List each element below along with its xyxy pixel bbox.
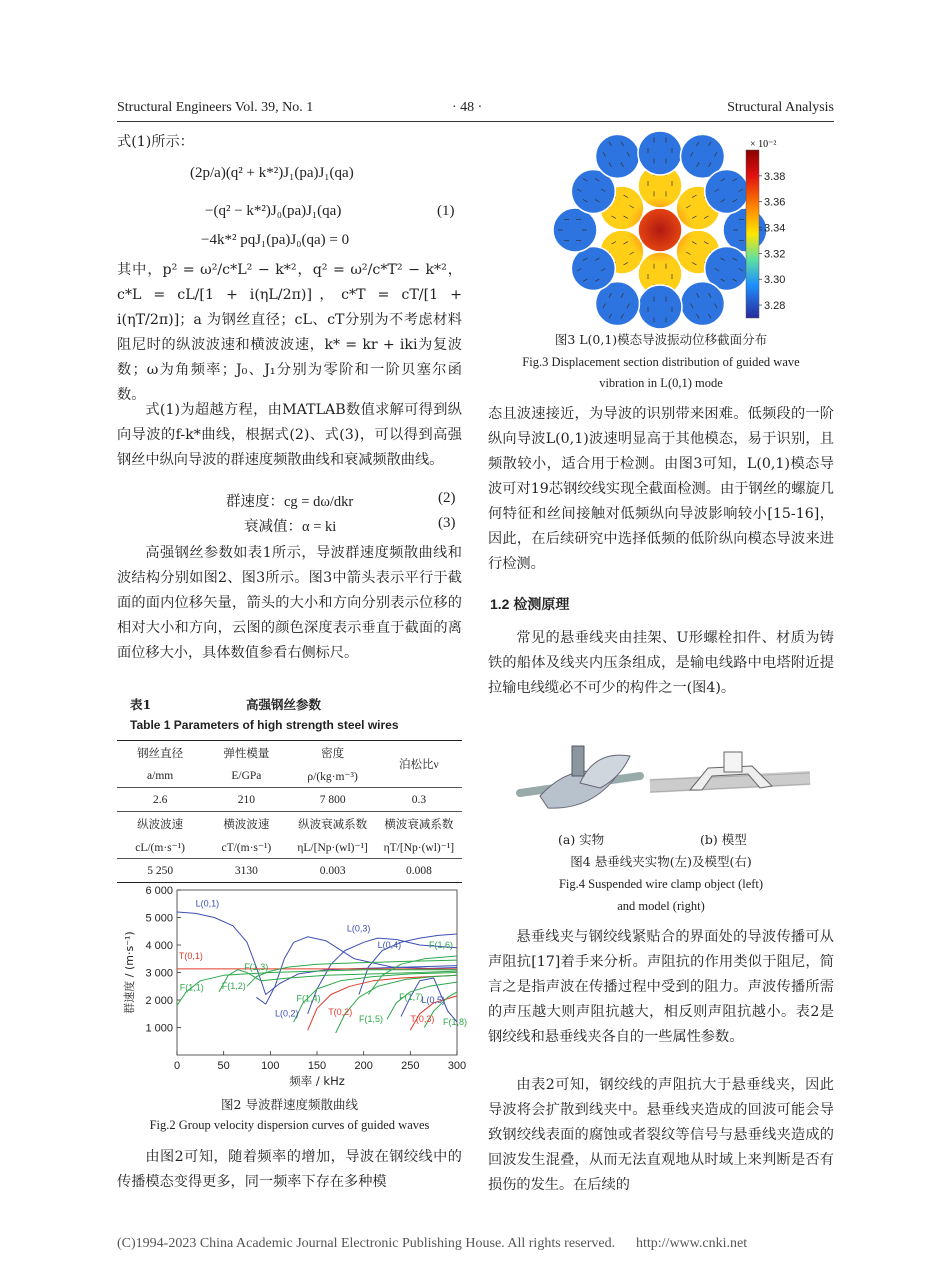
table-row — [117, 741, 462, 765]
table-row — [117, 835, 462, 859]
table-header: 钢丝直径 — [117, 741, 203, 765]
paragraph-clamp: 常见的悬垂线夹由挂架、U形螺栓扣件、材质为铸铁的船体及线夹内压条组成，是输电线路中电塔附近提拉输电线缆必不可少的构件之一(图4)。 — [488, 630, 834, 696]
series-label: T(0,2) — [328, 1007, 353, 1018]
colorbar-ticks — [759, 171, 785, 312]
table-header-unit: cL/(m·s⁻¹) — [135, 841, 185, 854]
clamp-model-image — [650, 752, 810, 792]
steel-wire — [553, 208, 597, 252]
table-1-label: 表1 — [130, 697, 152, 712]
table-1-title: 高强钢丝参数 — [246, 697, 322, 712]
colorbar-exponent: × 10⁻² — [750, 139, 777, 150]
equation-1-line-1: (2p/a)(q² + k*²)J₁(pa)J₁(qa) — [190, 165, 354, 181]
table-header: 泊松比ν — [376, 741, 462, 788]
series-label: L(0,1) — [195, 898, 220, 909]
table-header-unit: ρ/(kg·m⁻³) — [307, 770, 358, 783]
footer-copyright: (C)1994-2023 China Academic Journal Electronic Publishing House. All rights reserved. — [117, 1236, 616, 1251]
steel-wire — [681, 282, 725, 326]
x-tick-label: 100 — [261, 1060, 280, 1072]
equation-1-line-3: −4k*² pqJ₁(pa)J₀(qa) = 0 — [201, 232, 350, 248]
steel-wire — [571, 247, 615, 291]
x-tick-label: 150 — [307, 1060, 327, 1072]
series-label: F(1,5) — [359, 1014, 384, 1024]
group-velocity-chart — [117, 880, 468, 1090]
table-header-unit: ηT/[Np·(wl)⁻¹] — [383, 841, 455, 854]
table-header: 纵波衰减系数 — [290, 812, 376, 836]
fig-2-caption: 图2 导波群速度频散曲线 — [221, 1097, 358, 1112]
colorbar-tick-label: 3.32 — [764, 248, 786, 261]
section-heading: 1.2 检测原理 — [490, 596, 570, 612]
series-label: F(1,1) — [179, 982, 204, 993]
table-cell: 210 — [203, 788, 289, 812]
series-label: T(0,1) — [178, 950, 203, 961]
colorbar-tick-label: 3.30 — [764, 274, 786, 287]
series-label: F(1,2) — [221, 981, 246, 991]
equation-2: 群速度：cg = dω/dkr — [226, 494, 354, 510]
table-header: 弹性模量 — [203, 741, 289, 765]
equation-1-line-2: −(q² − k*²)J₀(pa)J₁(qa) — [205, 203, 342, 219]
y-tick-label: 3 000 — [145, 967, 173, 980]
steel-wire — [638, 208, 682, 252]
fig-4-caption-en-1: Fig.4 Suspended wire clamp object (left) — [558, 877, 764, 891]
table-1 — [117, 740, 462, 883]
x-tick-label: 200 — [354, 1060, 373, 1072]
x-tick-label: 50 — [217, 1060, 230, 1072]
series-label: F(1,8) — [443, 1016, 468, 1027]
intro-text: 式(1)所示： — [117, 134, 194, 150]
table-cell: 0.3 — [376, 788, 462, 812]
table-cell: 0.003 — [290, 859, 376, 883]
table-header: 横波衰减系数 — [376, 812, 462, 836]
series-label: F(1,6) — [429, 939, 454, 950]
x-tick-label: 250 — [401, 1060, 420, 1072]
table-header-unit: ηL/[Np·(wl)⁻¹] — [297, 841, 368, 854]
paragraph-matlab: 式(1)为超越方程，由MATLAB数值求解可得到纵向导波的f-k*曲线，根据式(2)、式(3)，可以得到高强钢丝中纵向导波的群速度频散曲线和衰减频散曲线。 — [117, 402, 462, 468]
fig-4-subcaption-b: (b) 模型 — [700, 832, 747, 847]
paragraph-impedance: 悬垂线夹与钢绞线紧贴合的界面处的导波传播可从声阻抗[17]着手来分析。声阻抗的作用类似于阻尼，简言之是指声波在传播过程中受到的阻力。声波传播所需的声压越大则声阻抗越大，相反则声阻抗越小。表2是钢绞线和悬垂线夹各自的一些属性参数。 — [488, 929, 834, 1045]
steel-wire — [596, 134, 640, 178]
paragraph-fig2-analysis: 由图2可知，随着频率的增加，导波在钢绞线中的传播模态变得更多，同一频率下存在多种模 — [117, 1149, 462, 1190]
paragraph-variables: 其中，p² = ω²/c*L² − k*²，q² = ω²/c*T² − k*²，c*L = cL/[1 + i(ηL/2π)]，c*T = cT/[1 + i(ηT/2π)]；a 为钢丝直径；cL、cT分别为不考虑材料阻尼时的纵波波速和横波波速，k* = kr + iki为复波数；ω为角频率；J₀、J₁分别为零阶和一阶贝塞尔函数。 — [117, 262, 462, 403]
fig-3-caption-en-2: vibration in L(0,1) mode — [599, 376, 723, 390]
table-cell: 7 800 — [290, 788, 376, 812]
table-header: 密度 — [290, 741, 376, 765]
x-tick-label: 300 — [447, 1060, 467, 1072]
series-label: L(0,3) — [346, 923, 371, 934]
y-tick-label: 5 000 — [145, 912, 173, 925]
x-axis-label: 频率 / kHz — [289, 1074, 345, 1088]
equation-2-number: (2) — [438, 490, 456, 506]
running-header-left: Structural Engineers Vol. 39, No. 1 — [117, 100, 314, 115]
paragraph-echo: 由表2可知，钢绞线的声阻抗大于悬垂线夹，因此导波将会扩散到线夹中。悬垂线夹造成的回波可能会导致钢绞线表面的腐蚀或者裂纹等信号与悬垂线夹造成的回波发生混叠，从而无法直观地从时域上来判断是否有损伤的发生。在后续的 — [488, 1077, 834, 1193]
colorbar-gradient — [746, 150, 759, 318]
colorbar-tick-label: 3.34 — [764, 222, 786, 235]
series-label: T(0,3) — [410, 1014, 435, 1024]
y-tick-label: 2 000 — [145, 995, 173, 1007]
steel-wire — [638, 131, 682, 175]
equation-3-number: (3) — [438, 515, 456, 531]
series-label: L(0,4) — [377, 939, 402, 950]
y-tick-label: 4 000 — [145, 940, 173, 952]
equation-1-number: (1) — [437, 203, 455, 219]
table-row — [117, 812, 462, 836]
colorbar-tick-label: 3.38 — [764, 170, 786, 183]
colorbar-tick-label: 3.36 — [764, 196, 786, 209]
table-1-title-en: Table 1 Parameters of high strength steel wires — [130, 718, 399, 732]
table-header-unit: E/GPa — [231, 769, 262, 782]
x-tick-label: 0 — [173, 1060, 181, 1072]
table-cell: 5 250 — [117, 859, 203, 883]
equation-3: 衰减值：α = ki — [244, 519, 337, 535]
paragraph-parameters: 高强钢丝参数如表1所示，导波群速度频散曲线和波结构分别如图2、图3所示。图3中箭头表示平行于截面的面内位移矢量，箭头的大小和方向分别表示位移的相对大小和方向，云图的颜色深度表示垂直于截面的离面位移大小，具体数值参看右侧标尺。 — [117, 545, 462, 661]
fig-2-caption-en: Fig.2 Group velocity dispersion curves of guided waves — [149, 1118, 430, 1132]
table-cell: 0.008 — [376, 859, 462, 883]
y-tick-label: 6 000 — [145, 885, 173, 897]
colorbar — [740, 138, 800, 328]
fig-4-caption: 图4 悬垂线夹实物(左)及模型(右) — [570, 854, 752, 869]
table-row — [117, 788, 462, 812]
colorbar-tick-label: 3.28 — [764, 300, 786, 313]
series-label: L(0,5) — [421, 994, 446, 1005]
series-label: L(0,2) — [275, 1008, 299, 1019]
fig-4-subcaption-a: (a) 实物 — [558, 832, 605, 847]
series-label: F(1,4) — [296, 993, 321, 1004]
y-tick-label: 1 000 — [145, 1022, 173, 1035]
clamp-object-image — [520, 746, 640, 808]
table-header: 横波波速 — [203, 812, 289, 836]
clamp-photo-and-model — [520, 738, 810, 828]
series-label: F(1,3) — [244, 961, 269, 972]
steel-wire — [638, 285, 682, 329]
series-label: F(1,7) — [399, 992, 424, 1002]
series-line-l-0-1- — [177, 912, 457, 995]
fig-3-caption: 图3 L(0,1)模态导波振动位移截面分布 — [554, 332, 768, 347]
fig-3-caption-en-1: Fig.3 Displacement section distribution of guided wave — [522, 355, 800, 369]
paragraph-low-frequency: 态且波速接近，为导波的识别带来困难。低频段的一阶纵向导波L(0,1)波速明显高于其他模态，易于识别，且频散较小，适合用于检测。由图3可知，L(0,1)模态导波可对19芯钢绞线实现全截面检测。由于钢丝的螺旋几何特征和丝间接触对低频纵向导波影响较小[15-16]，因此，在后续研究中选择低频的低阶纵向模态导波来进行检测。 — [488, 406, 834, 572]
table-cell: 2.6 — [117, 788, 203, 812]
running-header-right: Structural Analysis — [727, 100, 834, 115]
footer-url: http://www.cnki.net — [636, 1236, 748, 1251]
table-header-unit: cT/(m·s⁻¹) — [221, 841, 272, 854]
page-number: · 48 · — [452, 100, 483, 115]
y-axis-label: 群速度 / (m·s⁻¹) — [123, 931, 136, 1014]
table-header-unit: a/mm — [147, 769, 174, 782]
table-cell: 3130 — [203, 859, 289, 883]
fig-4-caption-en-2: and model (right) — [617, 899, 705, 913]
table-header: 纵波波速 — [117, 812, 203, 836]
table-row — [117, 859, 462, 883]
header-rule — [117, 121, 834, 122]
